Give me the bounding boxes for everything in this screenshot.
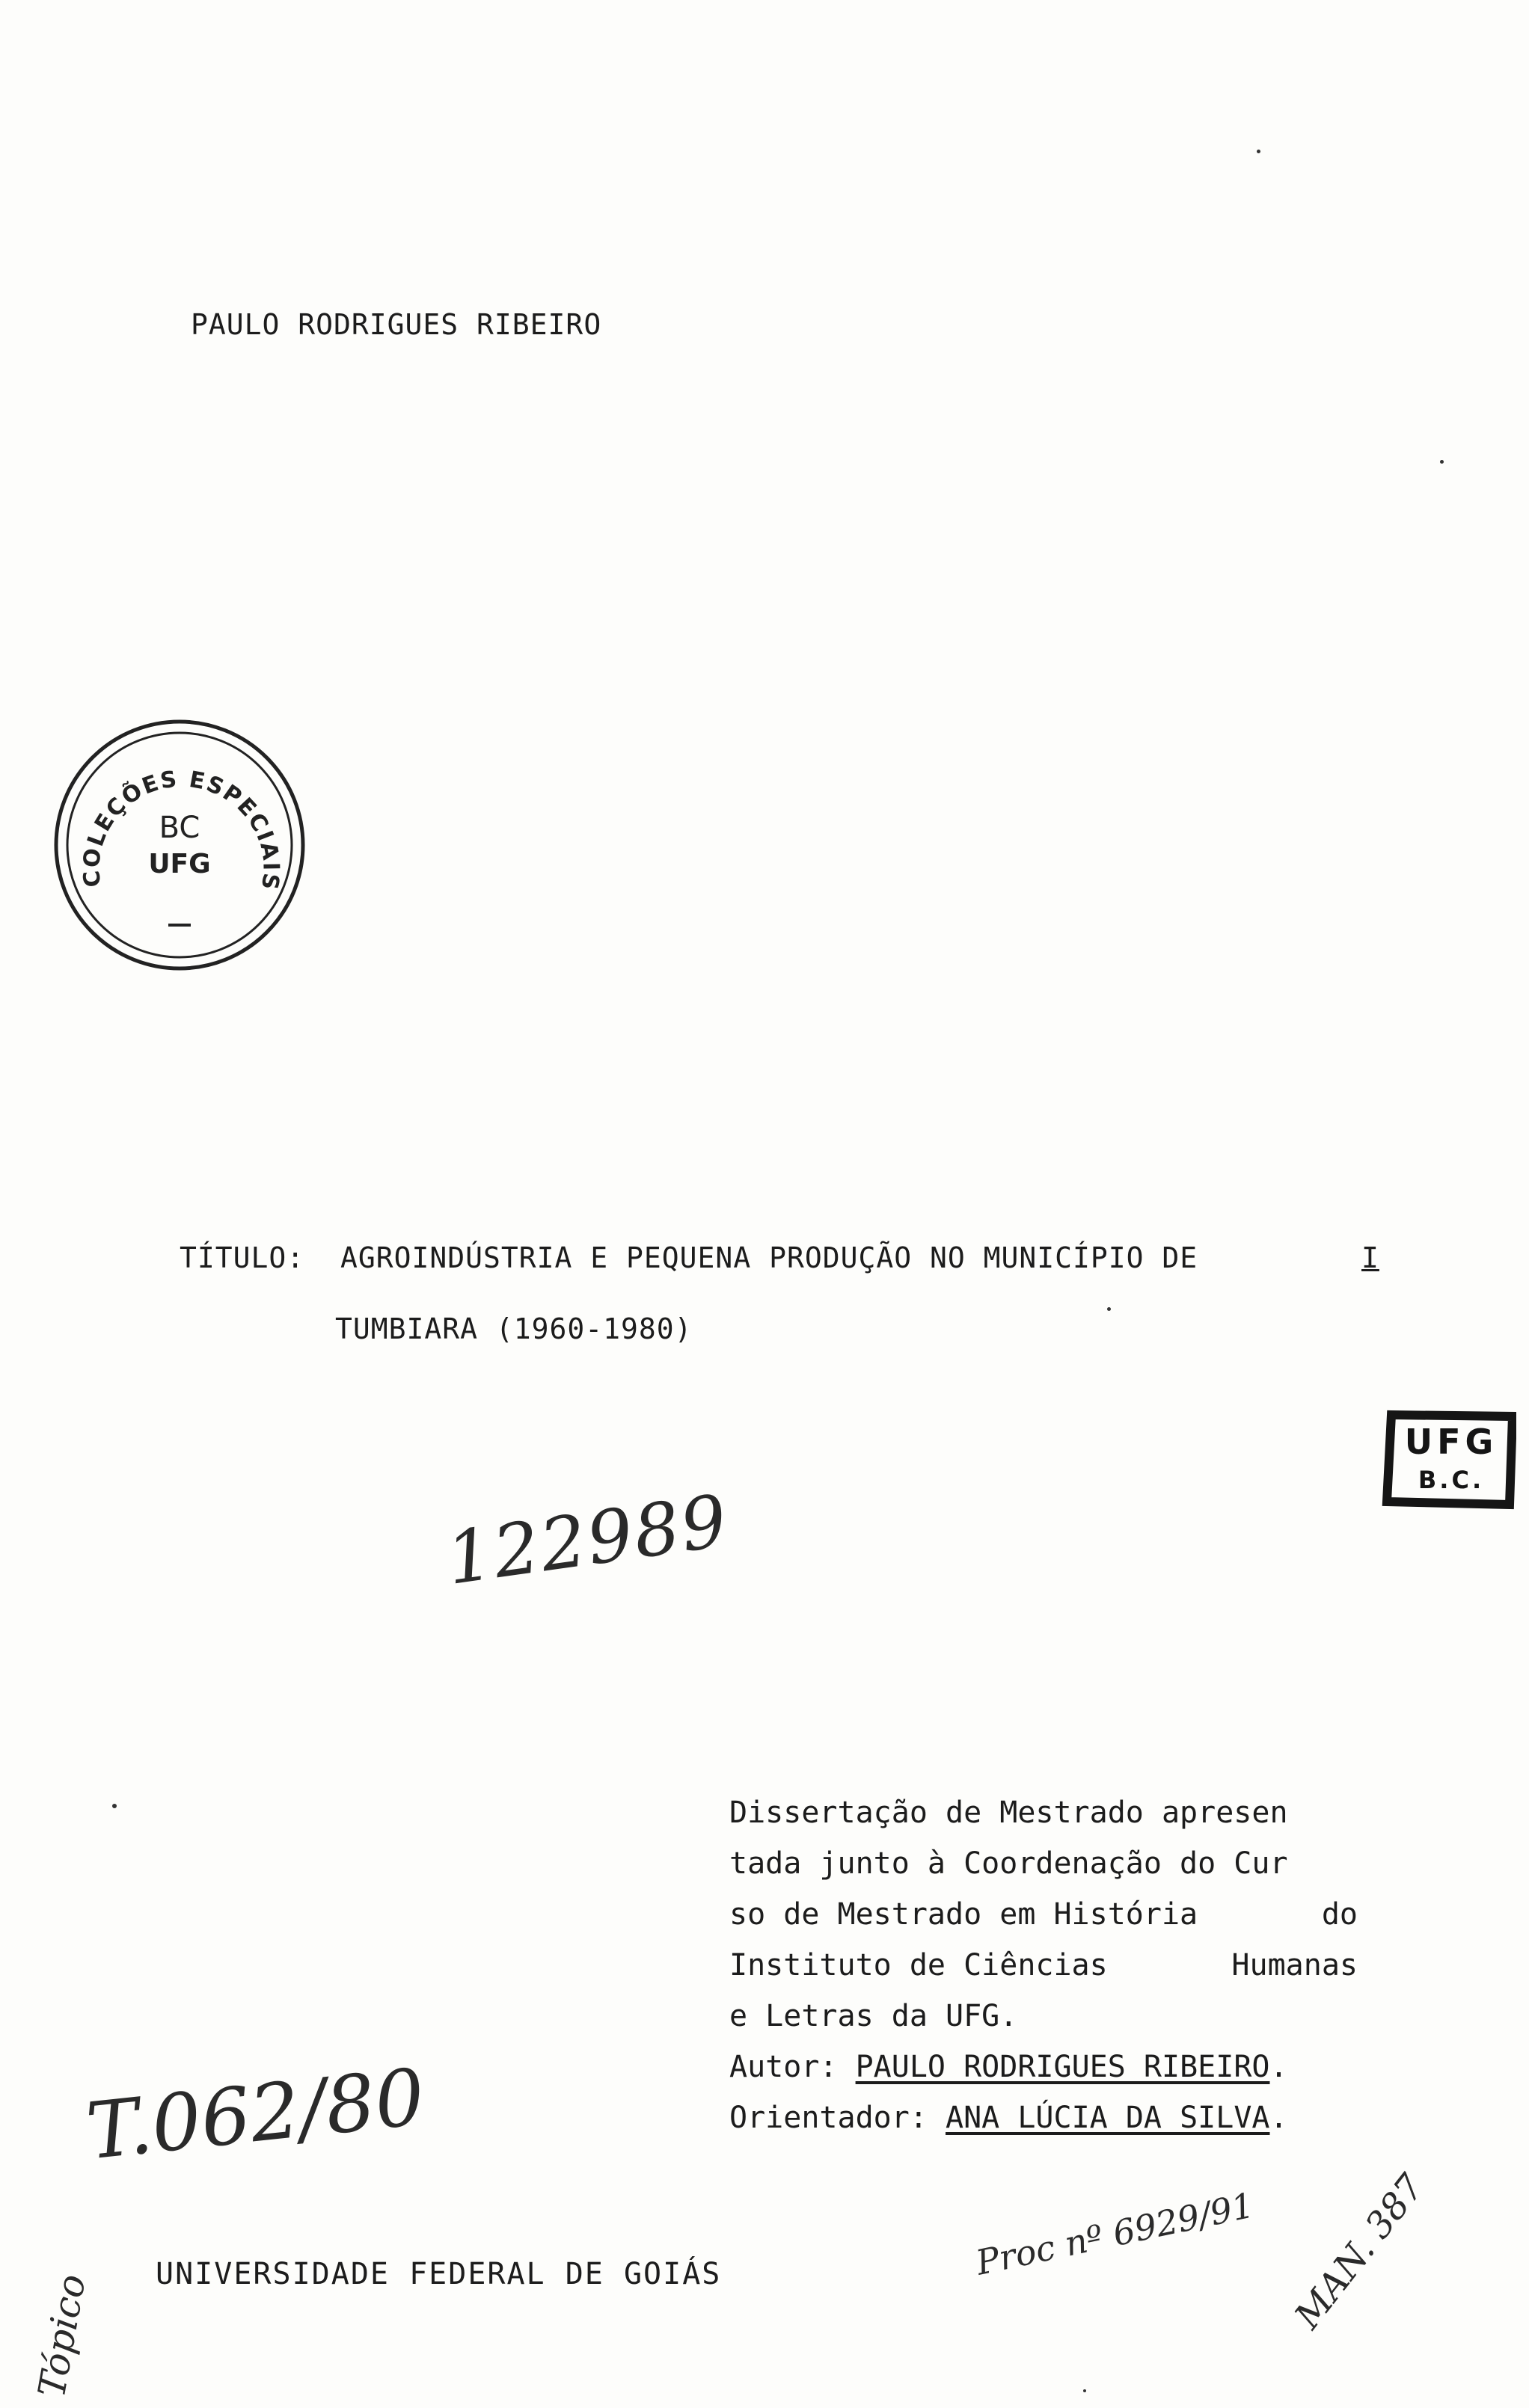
volume-mark: I	[1361, 1241, 1379, 1274]
seal-center-ufg: UFG	[148, 849, 211, 879]
seal-center-bc: BC	[159, 811, 200, 845]
scan-speck	[1083, 2389, 1086, 2392]
handwritten-accession-number: 122989	[441, 1478, 734, 1601]
scan-speck	[1440, 460, 1444, 464]
dissertation-note	[729, 1787, 1358, 2143]
title-line-1: AGROINDÚSTRIA E PEQUENA PRODUÇÃO NO MUNICÍPIO DE	[340, 1241, 1198, 1274]
dissertation-line-2: tada junto à Coordenação do Cur	[729, 1846, 1288, 1881]
dissertation-advisor-line: Orientador: ANA LÚCIA DA SILVA.	[729, 2101, 1288, 2135]
handwritten-call-number: T.062/80	[82, 2051, 429, 2178]
dissertation-line-5: e Letras da UFG.	[729, 1999, 1018, 2033]
seal-ring-text: COLEÇÕES ESPECIAIS	[78, 766, 284, 893]
dissertation-author-line: Autor: PAULO RODRIGUES RIBEIRO.	[729, 2050, 1288, 2084]
university-name: UNIVERSIDADE FEDERAL DE GOIÁS	[156, 2257, 722, 2291]
author-name: PAULO RODRIGUES RIBEIRO	[191, 308, 602, 341]
advisor-value: ANA LÚCIA DA SILVA	[946, 2101, 1270, 2135]
scan-speck	[112, 1804, 117, 1808]
author-value: PAULO RODRIGUES RIBEIRO	[855, 2050, 1270, 2084]
scan-speck	[1107, 1307, 1111, 1311]
dissertation-line-4-end: Humanas	[1231, 1948, 1358, 1982]
ufg-stamp-line-2: B.C.	[1418, 1466, 1485, 1494]
author-label: Autor:	[729, 2050, 838, 2084]
ufg-stamp-line-1: UFG	[1404, 1422, 1498, 1462]
colecoes-especiais-seal	[49, 714, 310, 976]
handwritten-margin-note: Tópico	[30, 2270, 94, 2401]
title-line-2: TUMBIARA (1960-1980)	[335, 1312, 693, 1345]
dissertation-line-1: Dissertação de Mestrado apresen	[729, 1796, 1288, 1830]
dissertation-line-3-text: so de Mestrado em História	[729, 1897, 1198, 1932]
dissertation-line-4	[729, 1940, 1358, 1991]
title-label: TÍTULO:	[180, 1241, 305, 1274]
ufg-bc-stamp	[1378, 1400, 1516, 1512]
handwritten-process-note: Proc nº 6929/91	[972, 2184, 1257, 2283]
dissertation-line-3	[729, 1889, 1358, 1940]
scan-speck	[1257, 150, 1260, 153]
advisor-label: Orientador:	[729, 2101, 928, 2135]
dissertation-line-4-text: Instituto de Ciências	[729, 1948, 1108, 1982]
dissertation-line-3-end: do	[1321, 1897, 1358, 1932]
handwritten-man-note: MAN. 387	[1287, 2166, 1433, 2337]
